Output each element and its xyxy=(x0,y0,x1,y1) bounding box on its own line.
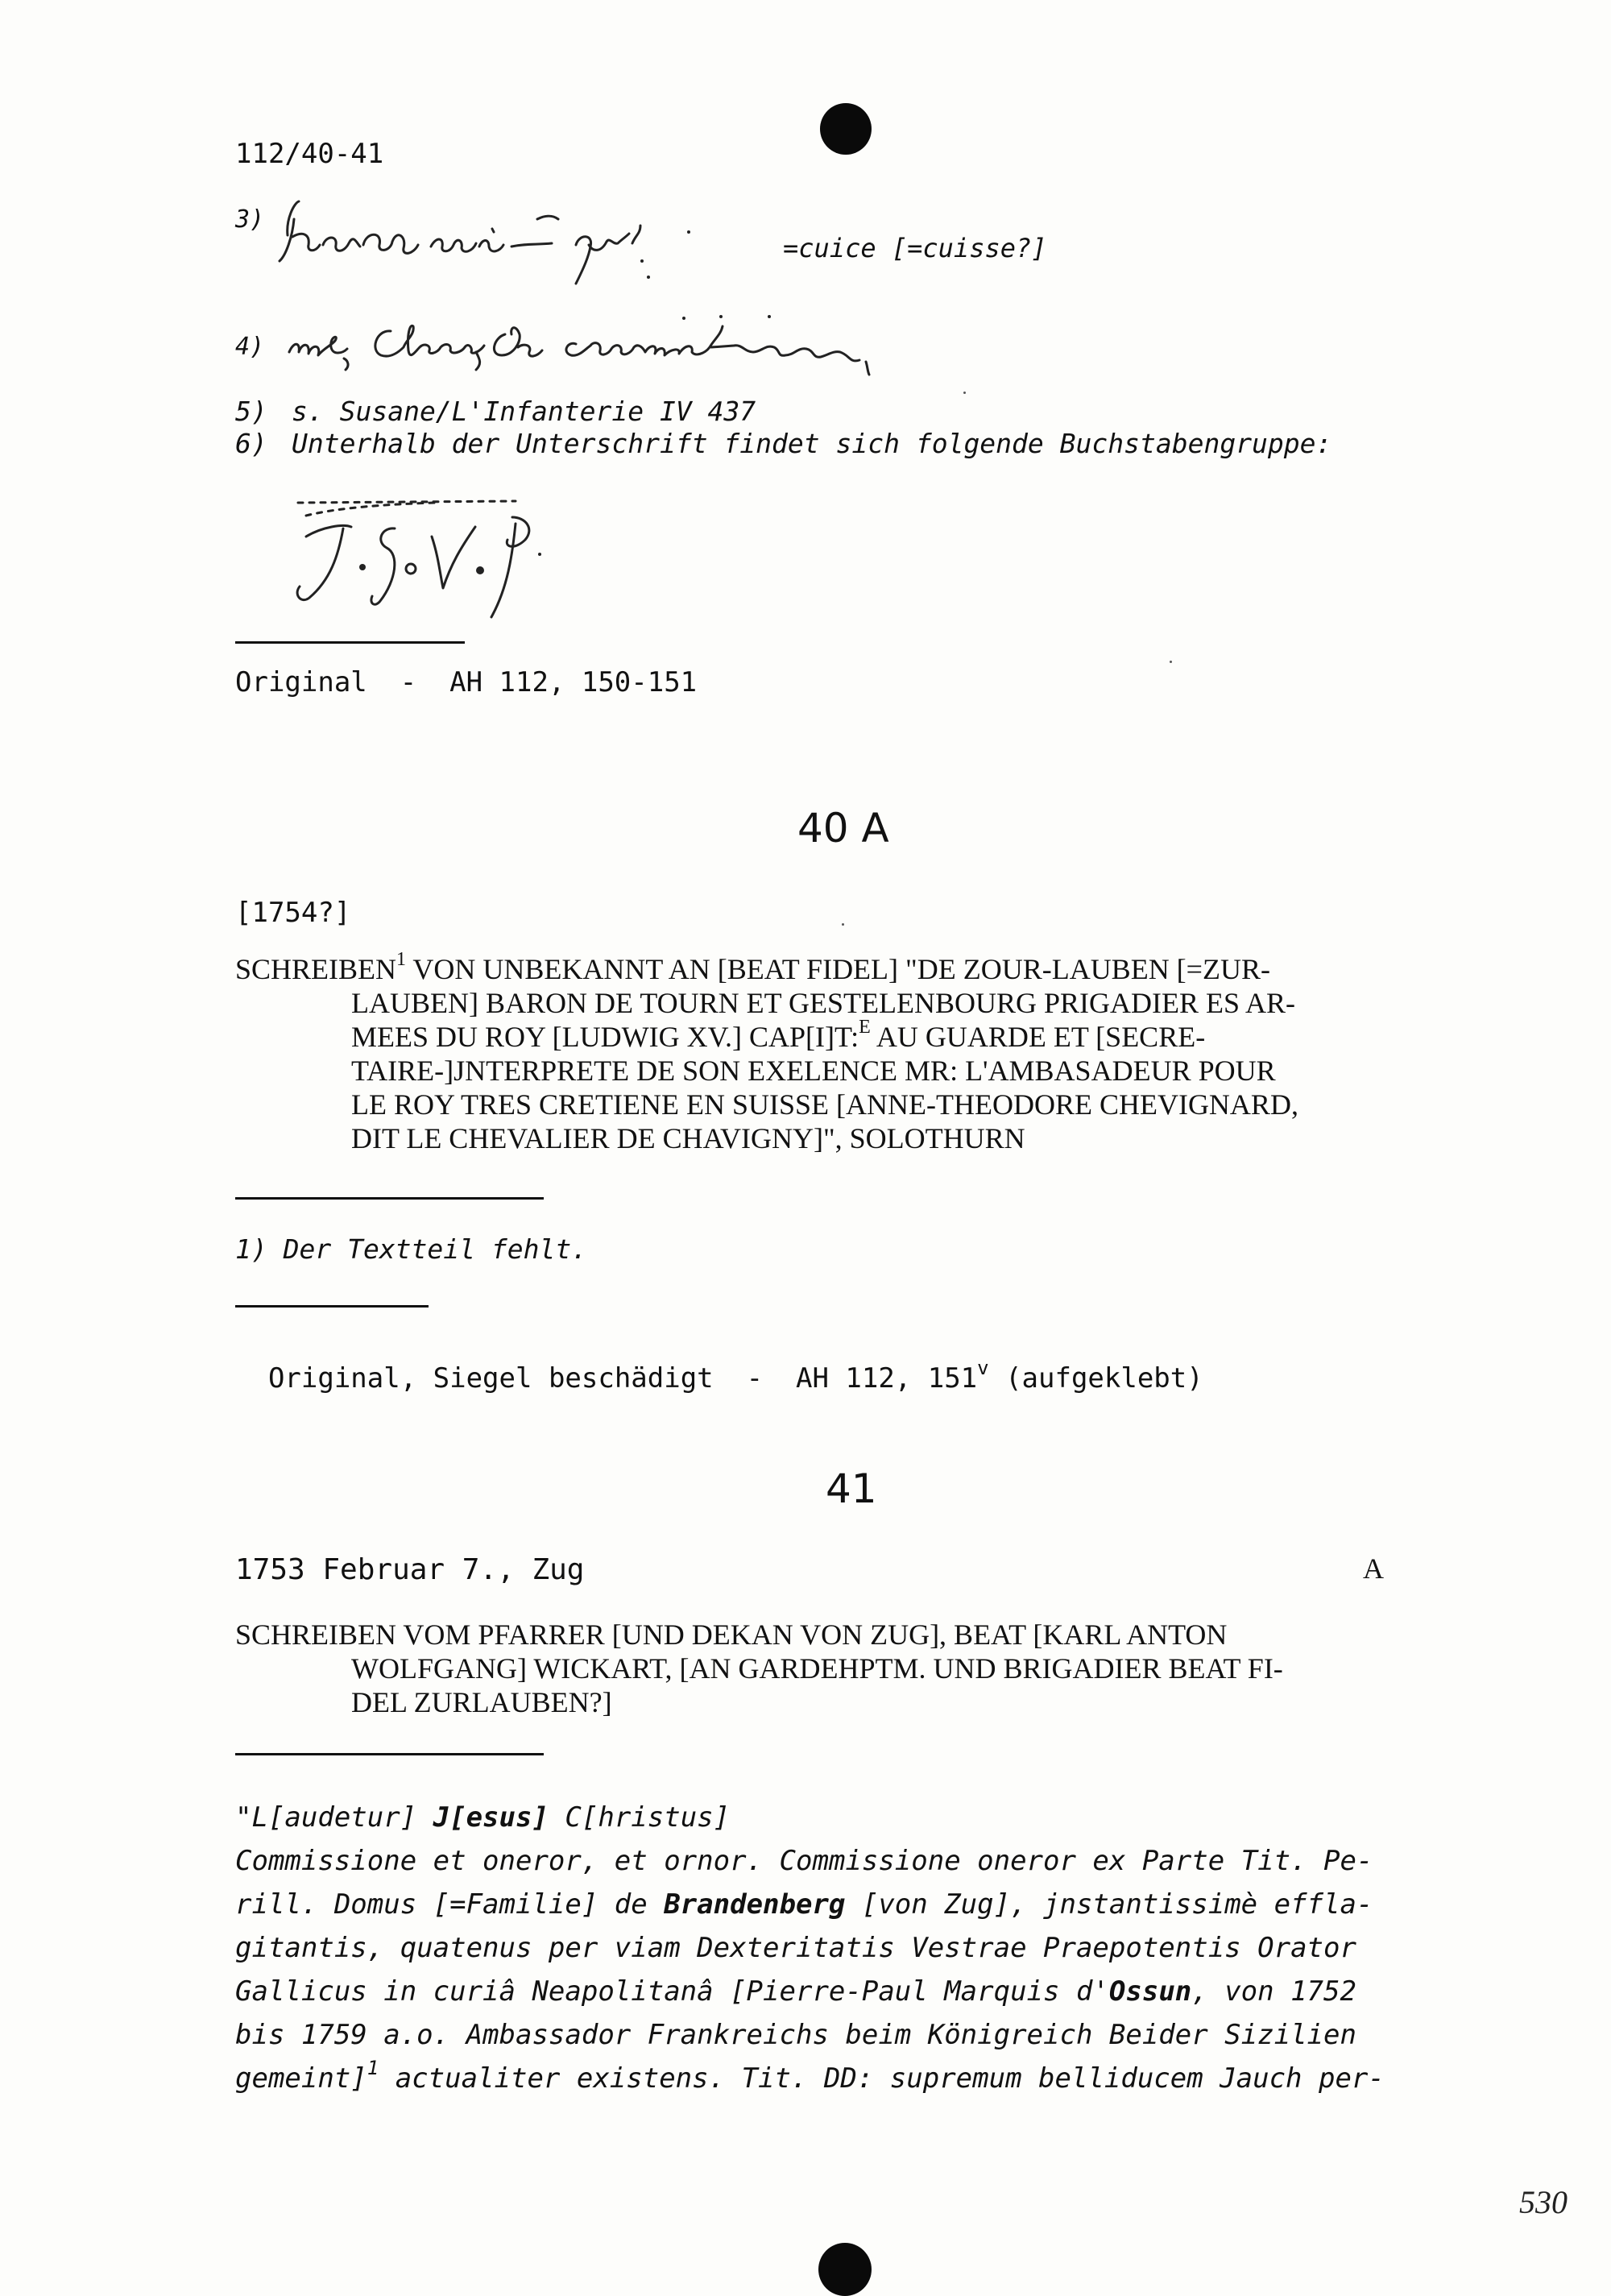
source-line-40a: Original, Siegel beschädigt - AH 112, 151$^v$ (aufgeklebt) xyxy=(267,1356,1203,1395)
document-number-40a: 40 A xyxy=(797,805,889,852)
body-line-4: gitantis, quatenus per viam Dexteritatis Vestrae Praepotentis Orator xyxy=(235,1932,1356,1964)
body-line-7: gemeint]$^1$ actualiter existens. Tit. DD: supremum belliducem Jauch per- xyxy=(235,2056,1385,2095)
note-6-text: Unterhalb der Unterschrift findet sich folgende Buchstabengruppe: xyxy=(292,428,1332,459)
body-line-6: bis 1759 a.o. Ambassador Frankreichs beim Königreich Beider Sizilien xyxy=(235,2019,1356,2051)
document-date-40a: [1754?] xyxy=(235,897,351,929)
divider-rule-2 xyxy=(235,1197,544,1200)
note-3-gloss: =cuice [=cuisse?] xyxy=(783,233,1047,263)
body-line-5: Gallicus in curiâ Neapolitanâ [Pierre-Paul Marquis d'Ossun, von 1752 xyxy=(235,1975,1356,2008)
scan-speck xyxy=(963,392,966,394)
footnote-ref-1: 1 xyxy=(396,949,407,970)
scan-speck xyxy=(1170,661,1172,663)
reference-number: 112/40-41 xyxy=(235,138,384,170)
handwritten-note-4 xyxy=(286,302,930,383)
handwritten-note-3 xyxy=(270,187,705,292)
source-line-39: Original - AH 112, 150-151 xyxy=(235,666,698,698)
page-number: 530 xyxy=(1519,2184,1568,2220)
body-line-3: rill. Domus [=Familie] de Brandenberg [von Zug], jnstantissimè effla- xyxy=(235,1888,1373,1921)
body-line-1: "L[audetur] J[esus] C[hristus] xyxy=(235,1801,731,1834)
document-title-40a: SCHREIBEN$^1$ VON UNBEKANNT AN [BEAT FIDEL] "DE ZOUR-LAUBEN [=ZUR- LAUBEN] BARON DE TOURN ET GESTELENBOURG PRIGADIER ES AR- MEES DU ROY [LUDWIG XV.] CAP[I]T:$^E$ AU GUARDE ET [SECRE- TAIRE-]JNTERPRETE DE SON EXELENCE MR: L'AMBASADEUR POUR LE ROY TRES CRETIENE EN SUISSE [ANNE-THEODORE CHEVIGNARD, DIT LE CHEVALIER DE CHAVIGNY]", SOLOTHURN xyxy=(235,949,1298,1154)
note-5-number: 5) xyxy=(235,396,267,427)
punch-hole-bottom xyxy=(818,2243,872,2296)
note-5-text: s. Susane/L'Infanterie IV 437 xyxy=(292,396,756,427)
note-6-number: 6) xyxy=(235,428,267,459)
divider-rule-3 xyxy=(235,1305,429,1308)
footnote-ref-body: 1 xyxy=(367,2056,379,2079)
note-4-number: 4) xyxy=(235,333,265,361)
punch-hole-top xyxy=(820,103,872,155)
verso-mark: v xyxy=(977,1356,989,1379)
document-grade-41: A xyxy=(1363,1552,1384,1585)
body-line-2: Commissione et oneror, et ornor. Commissione oneror ex Parte Tit. Pe- xyxy=(235,1845,1373,1877)
divider-rule-1 xyxy=(235,641,465,644)
footnote-40a: 1) Der Textteil fehlt. xyxy=(235,1233,588,1265)
document-title-41: SCHREIBEN VOM PFARRER [UND DEKAN VON ZUG], BEAT [KARL ANTON WOLFGANG] WICKART, [AN GARDEHPTM. UND BRIGADIER BEAT FI- DEL ZURLAUBEN?] xyxy=(235,1618,1283,1718)
scan-speck xyxy=(842,923,844,926)
superscript-e: E xyxy=(859,1017,871,1038)
divider-rule-4 xyxy=(235,1753,544,1755)
monogram-signature xyxy=(274,483,612,628)
document-date-41: 1753 Februar 7., Zug xyxy=(235,1553,585,1586)
note-3-number: 3) xyxy=(235,205,265,234)
document-number-41: 41 xyxy=(826,1465,877,1512)
